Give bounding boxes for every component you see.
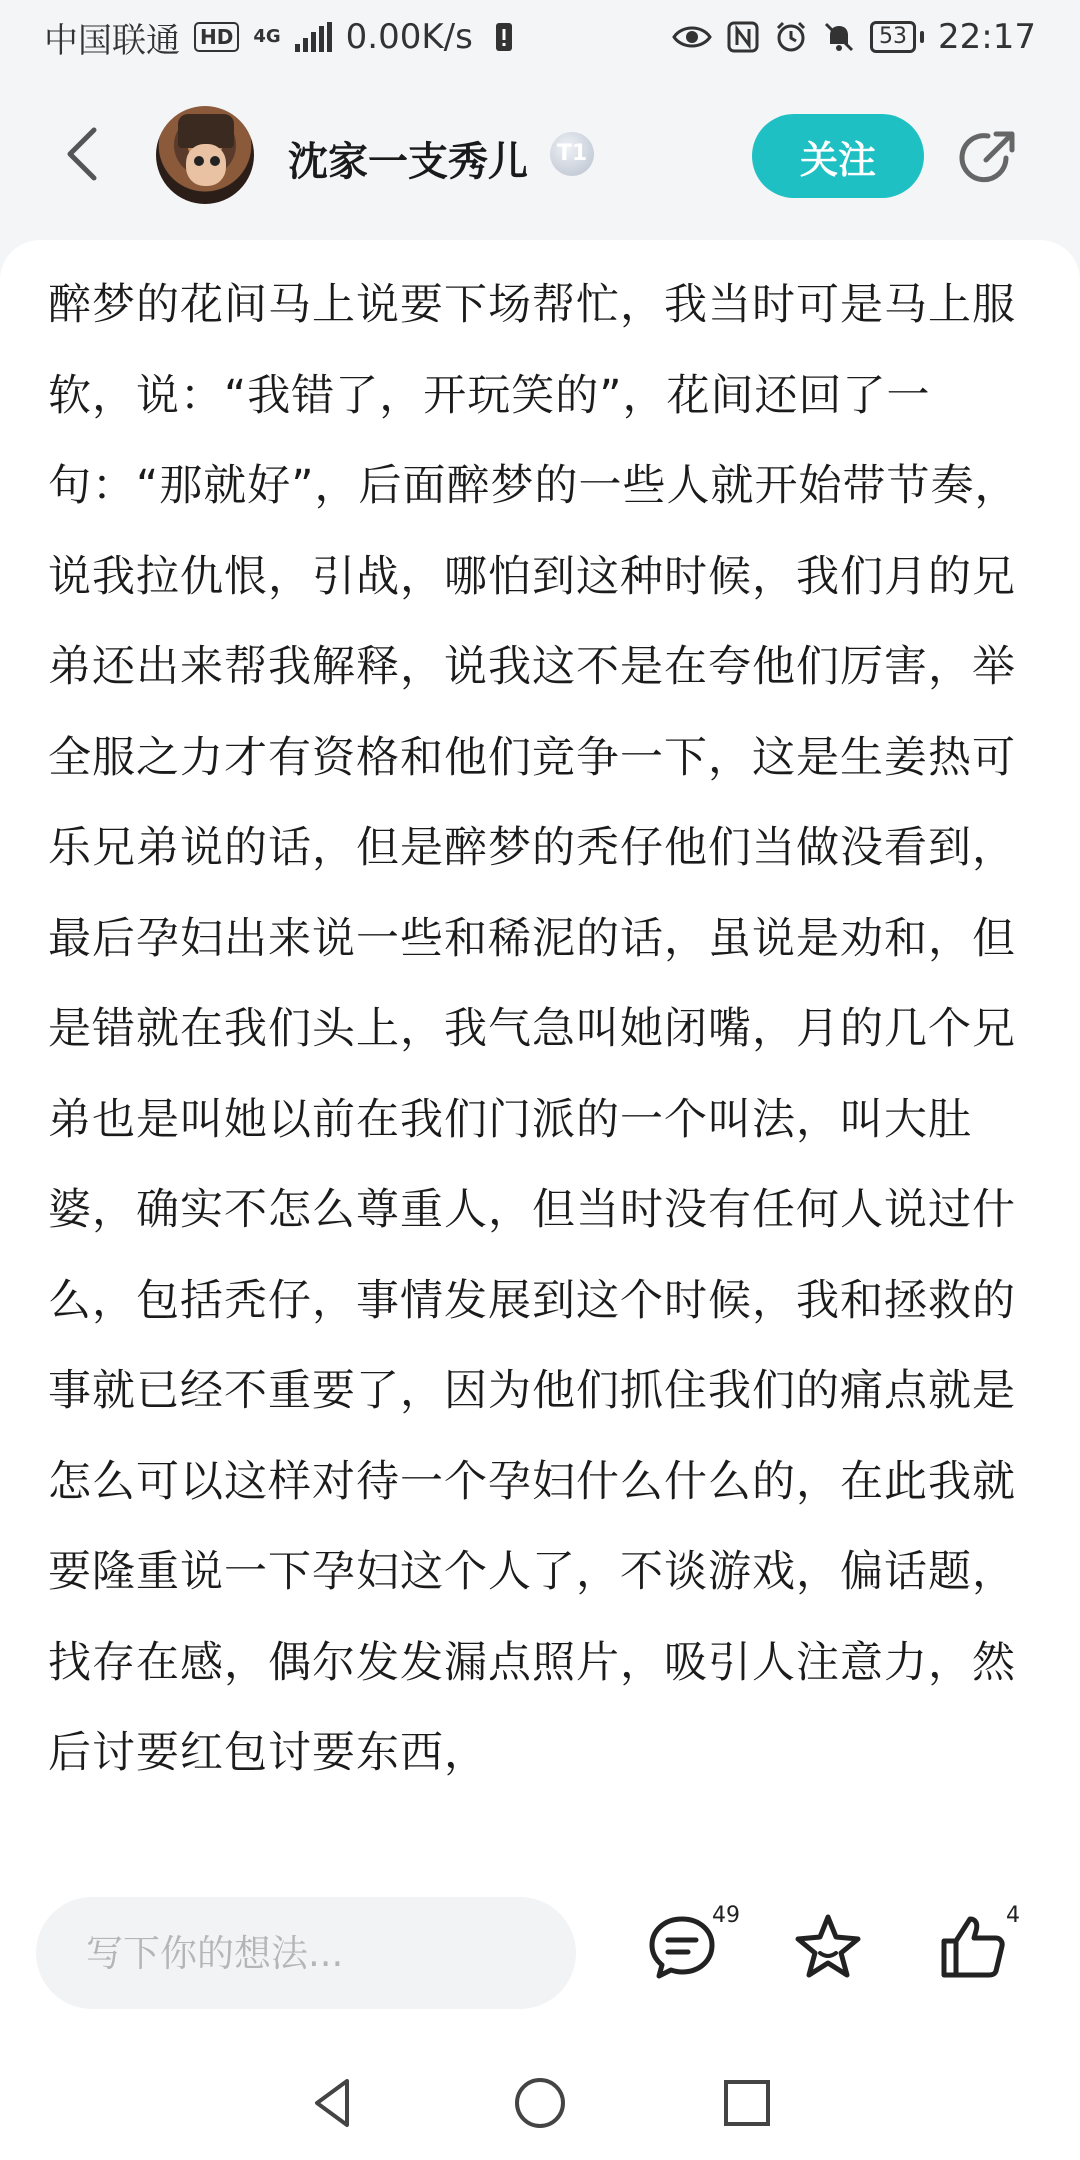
- battery-level: 53: [870, 21, 916, 53]
- network-label: 4G: [253, 26, 281, 47]
- signal-icon: [295, 22, 332, 52]
- status-right: [672, 17, 1036, 57]
- hd-badge: HD: [194, 22, 239, 52]
- post-body-text: 醉梦的花间马上说要下场帮忙，我当时可是马上服软，说：“我错了，开玩笑的”，花间还回了一句：“那就好”，后面醉梦的一些人就开始带节奏，说我拉仇恨，引战，哪怕到这种时候，我们月的兄弟还出来帮我解释，说我这不是在夸他们厉害，举全服之力才有资格和他们竞争一下，这是生姜热可乐兄弟说的话，但是醉梦的秃仔他们当做没看到，最后孕妇出来说一些和稀泥的话，虽说是劝和，但是错就在我们头上，我气急叫她闭嘴，月的几个兄弟也是叫她以前在我们门派的一个叫法，叫大肚婆，确实不怎么尊重人，但当时没有任何人说过什么，包括秃仔，事情发展到这个时候，我和拯救的事就已经不重要了，因为他们抓住我们的痛点就是怎么可以这样对待一个孕妇什么什么的，在此我就要隆重说一下孕妇这个人了，不谈游戏，偏话题，找存在感，偶尔发发漏点照片，吸引人注意力，然后讨要红包讨要东西，: [48, 280, 1019, 1778]
- sim-alert-icon: [487, 20, 521, 54]
- action-bar: [0, 1865, 1080, 2045]
- post-header: [0, 96, 1080, 216]
- follow-button[interactable]: 关注: [752, 114, 924, 198]
- star-icon: [792, 1911, 864, 1983]
- system-nav-bar: [0, 2045, 1080, 2160]
- back-triangle-icon[interactable]: [303, 2073, 363, 2133]
- status-bar: [0, 0, 1080, 74]
- post-content-card: [0, 240, 1080, 1865]
- favorite-button[interactable]: [792, 1911, 872, 1991]
- eye-icon: [672, 20, 712, 54]
- carrier-label: 中国联通: [44, 20, 180, 61]
- comment-input[interactable]: [36, 1897, 576, 2009]
- clock: 22:17: [938, 17, 1036, 57]
- home-circle-icon[interactable]: [510, 2073, 570, 2133]
- recents-square-icon[interactable]: [717, 2073, 777, 2133]
- status-left: [44, 13, 521, 62]
- alarm-icon: [774, 20, 808, 54]
- comment-count: 49: [712, 1903, 740, 1928]
- avatar[interactable]: [156, 106, 254, 204]
- username[interactable]: 沈家一支秀儿: [288, 139, 528, 185]
- comment-button[interactable]: [646, 1903, 740, 1991]
- share-icon[interactable]: [956, 126, 1020, 190]
- battery-icon: [870, 21, 924, 53]
- comment-icon: [646, 1911, 718, 1983]
- network-speed: 0.00K/s: [345, 17, 473, 57]
- thumbs-up-icon: [936, 1911, 1008, 1983]
- like-count: 4: [1006, 1903, 1020, 1928]
- nfc-icon: [726, 20, 760, 54]
- like-button[interactable]: [936, 1903, 1020, 1991]
- level-badge: T1: [550, 132, 594, 176]
- mute-bell-icon: [822, 20, 856, 54]
- back-arrow-icon[interactable]: [58, 124, 108, 184]
